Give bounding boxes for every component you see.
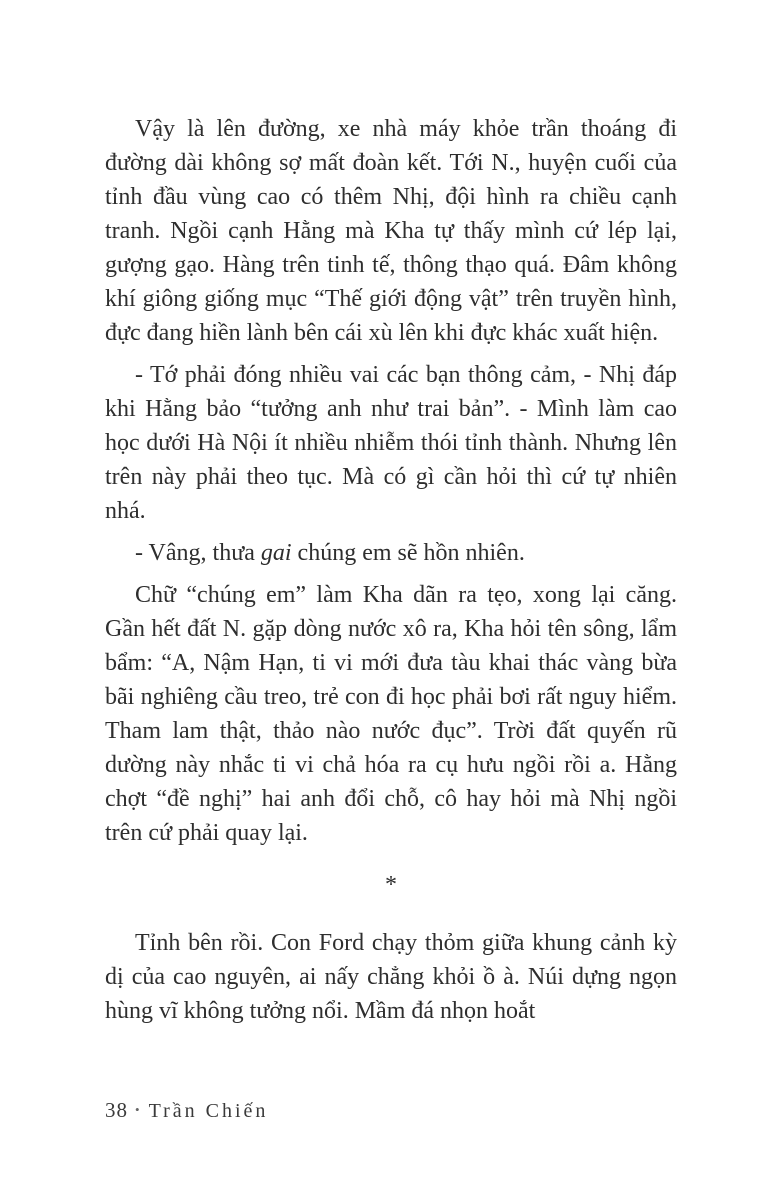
author-name: Trần Chiến xyxy=(148,1100,269,1122)
paragraph-3-italic-word: gai xyxy=(260,540,292,566)
paragraph-1: Vậy là lên đường, xe nhà máy khỏe trần thoáng đi đường dài không sợ mất đoàn kết. Tới N., huyện cuối của tỉnh đầu vùng cao có thêm Nhị, đội hình ra chiều cạnh tranh. Ngồi cạnh Hằng mà Kha tự thấy mình cứ lép lại, gượng gạo. Hàng trên tinh tế, thông thạo quá. Đâm không khí giông giống mục “Thế giới động vật” trên truyền hình, đực đang hiền lành bên cái xù lên khi đực khác xuất hiện. xyxy=(105,116,677,346)
paragraph-3-text-after: chúng em sẽ hồn nhiên. xyxy=(291,540,525,566)
paragraph-5: Tỉnh bên rồi. Con Ford chạy thỏm giữa khung cảnh kỳ dị của cao nguyên, ai nấy chẳng khỏi ồ à. Núi dựng ngọn hùng vĩ không tưởng nổi. Mầm đá nhọn hoắt xyxy=(105,930,677,1024)
page-body-text xyxy=(105,112,677,1028)
section-break-asterisk: * xyxy=(385,872,397,898)
paragraph-3-text-before: - Vâng, thưa xyxy=(135,540,261,566)
page-footer xyxy=(105,1098,268,1123)
paragraph-4: Chữ “chúng em” làm Kha dãn ra tẹo, xong lại căng. Gần hết đất N. gặp dòng nước xô ra, Kha hỏi tên sông, lẩm bẩm: “A, Nậm Hạn, ti vi mới đưa tàu khai thác vàng bừa bãi nghiêng cầu treo, trẻ con đi học phải bơi rất nguy hiểm. Tham lam thật, thảo nào nước đục”. Trời đất quyến rũ dường này nhắc ti vi chả hóa ra cụ hưu ngồi rồi a. Hằng chợt “đề nghị” hai anh đổi chỗ, cô hay hỏi mà Nhị ngồi trên cứ phải quay lại. xyxy=(105,582,677,846)
paragraph-3-dialogue xyxy=(105,536,677,570)
paragraph-2-dialogue: - Tớ phải đóng nhiều vai các bạn thông cảm, - Nhị đáp khi Hằng bảo “tưởng anh như trai bản”. - Mình làm cao học dưới Hà Nội ít nhiều nhiễm thói tỉnh thành. Nhưng lên trên này phải theo tục. Mà có gì cần hỏi thì cứ tự nhiên nhá. xyxy=(105,362,677,524)
page-number: 38 xyxy=(105,1098,128,1122)
footer-bullet-separator: • xyxy=(135,1102,140,1117)
